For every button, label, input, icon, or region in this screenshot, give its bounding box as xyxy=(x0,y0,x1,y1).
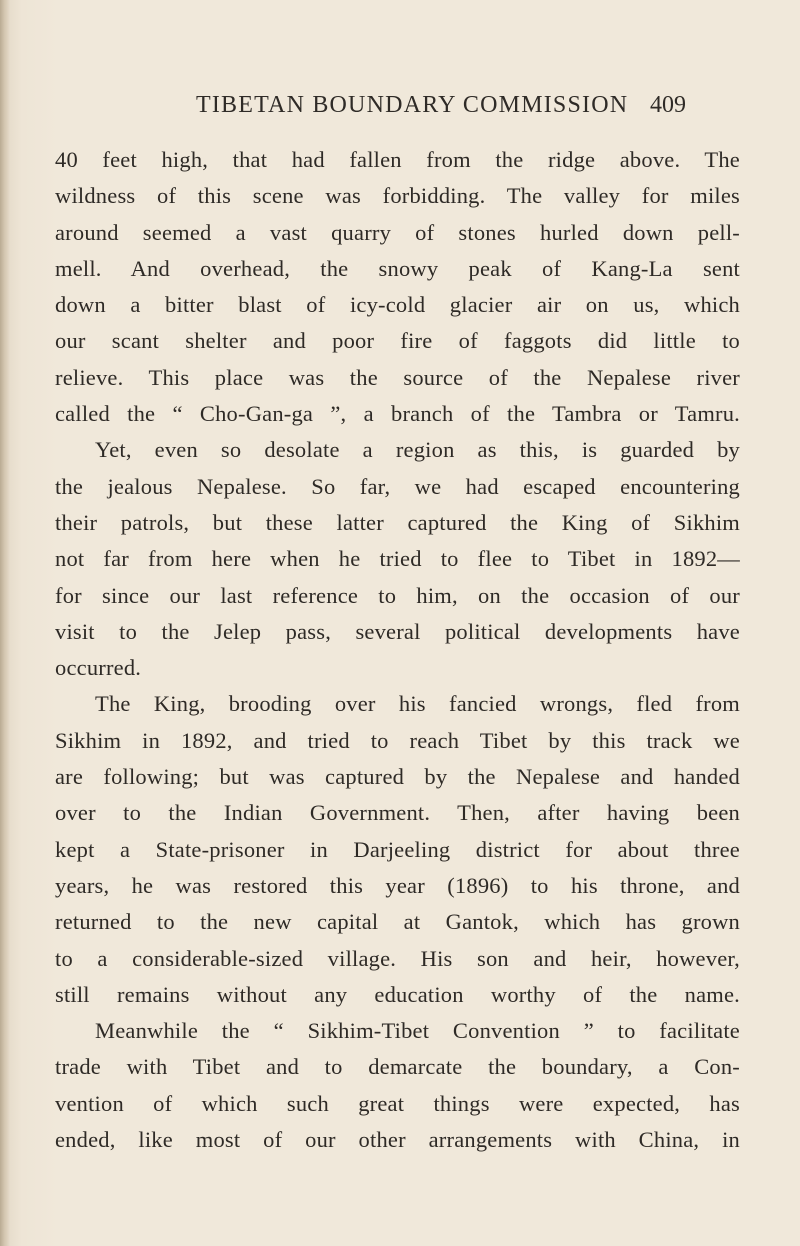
text-line: vention of which such great things were expected, has xyxy=(55,1090,740,1116)
body-text xyxy=(55,142,740,1158)
page-binding-edge xyxy=(0,0,10,1246)
text-line: Sikhim in 1892, and tried to reach Tibet by this track we xyxy=(55,727,740,753)
text-line: 40 feet high, that had fallen from the ridge above. The xyxy=(55,147,740,172)
text-line: not far from here when he tried to flee to Tibet in 1892— xyxy=(55,546,740,572)
text-line: years, he was restored this year (1896) to his throne, and xyxy=(55,872,740,898)
text-line: to a considerable-sized village. His son and heir, however, xyxy=(55,945,740,971)
text-line: kept a State-prisoner in Darjeeling district for about three xyxy=(55,836,740,862)
text-line: still remains without any education worthy of the name. xyxy=(55,981,740,1007)
page-number: 409 xyxy=(650,92,686,118)
text-line: called the “ Cho-Gan-ga ”, a branch of the Tambra or Tamru. xyxy=(55,401,740,427)
text-line: occurred. xyxy=(55,655,142,681)
text-line: visit to the Jelep pass, several political developments have xyxy=(55,618,740,644)
text-line: around seemed a vast quarry of stones hurled down pell- xyxy=(55,219,740,245)
text-line: Meanwhile the “ Sikhim-Tibet Convention ” to facilitate xyxy=(95,1018,740,1044)
text-line: our scant shelter and poor fire of faggots did little to xyxy=(55,328,740,354)
text-line: wildness of this scene was forbidding. The valley for miles xyxy=(55,183,740,209)
text-line: relieve. This place was the source of the Nepalese river xyxy=(55,364,740,390)
text-line: trade with Tibet and to demarcate the boundary, a Con- xyxy=(55,1054,740,1080)
text-line: the jealous Nepalese. So far, we had escaped encountering xyxy=(55,473,740,499)
text-line: are following; but was captured by the Nepalese and handed xyxy=(55,764,740,790)
text-line: Yet, even so desolate a region as this, is guarded by xyxy=(95,437,740,463)
running-head-title: TIBETAN BOUNDARY COMMISSION xyxy=(196,92,629,118)
text-line: down a bitter blast of icy-cold glacier air on us, which xyxy=(55,292,740,318)
text-line: their patrols, but these latter captured the King of Sikhim xyxy=(55,509,740,535)
text-line: returned to the new capital at Gantok, which has grown xyxy=(55,909,740,935)
text-line: over to the Indian Government. Then, after having been xyxy=(55,800,740,826)
text-line: ended, like most of our other arrangements with China, in xyxy=(55,1127,740,1153)
text-line: mell. And overhead, the snowy peak of Kang-La sent xyxy=(55,255,740,281)
text-line: The King, brooding over his fancied wrongs, fled from xyxy=(95,691,740,717)
text-line: for since our last reference to him, on the occasion of our xyxy=(55,582,740,608)
running-head xyxy=(0,92,800,126)
